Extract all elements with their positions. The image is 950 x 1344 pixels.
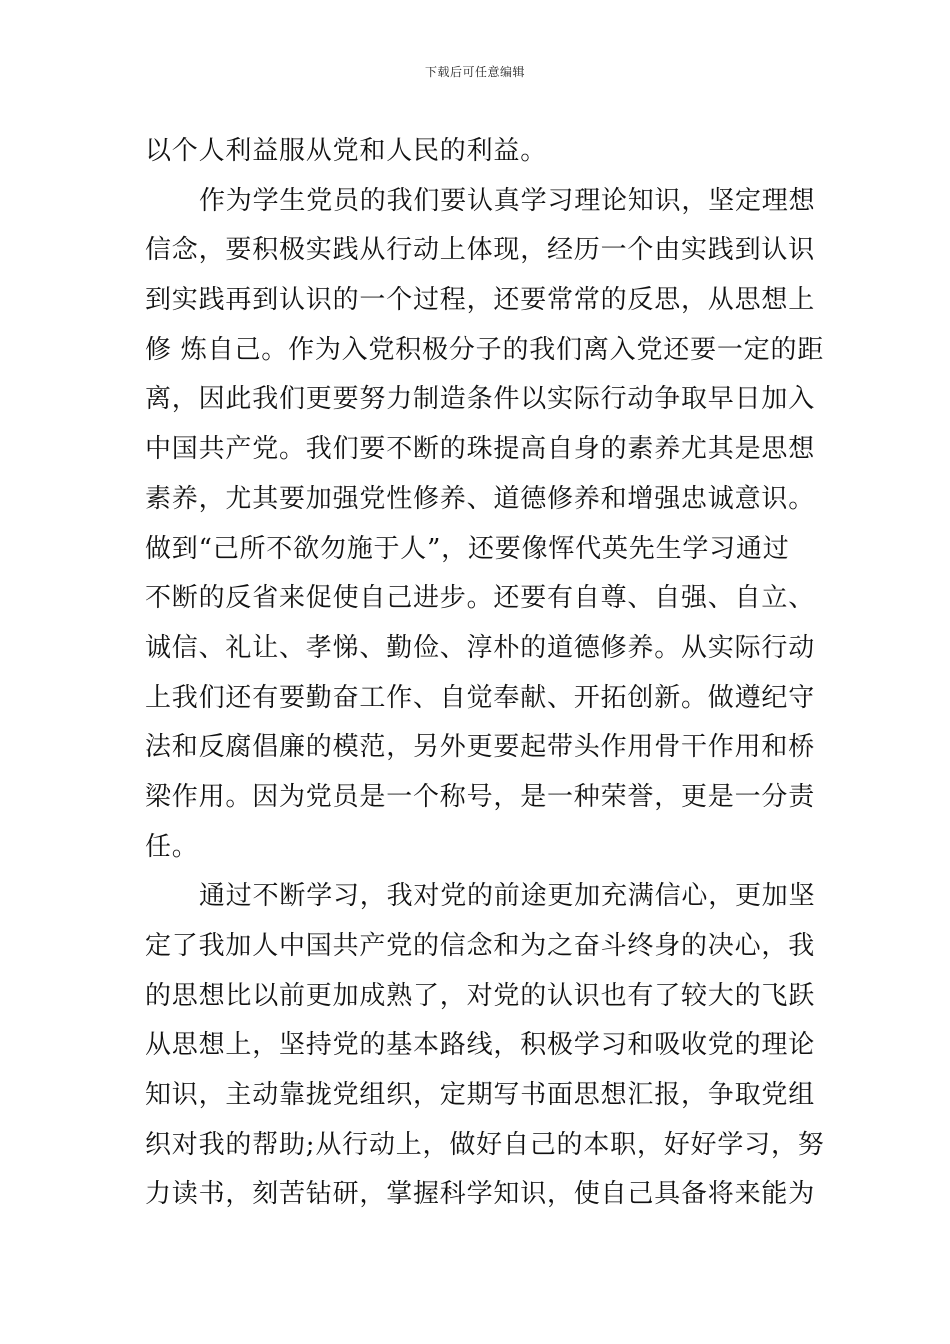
text-line: 诚信、礼让、孝悌、勤俭、淳朴的道德修养。从实际行动 bbox=[145, 632, 816, 663]
text-line: 织对我的帮助;从行动上，做好自己的本职，好好学习，努 bbox=[145, 1129, 825, 1160]
text-line: 离，因此我们更要努力制造条件以实际行动争取早日加入 bbox=[145, 384, 816, 415]
page-header: 下载后可任意编辑 bbox=[424, 65, 525, 79]
text-line: 素养，尤其要加强党性修养、道德修养和增强忠诚意识。 bbox=[145, 483, 816, 514]
text-line: 做到“己所不欲勿施于人”，还要像恽代英先生学习通过 bbox=[145, 533, 790, 564]
text-line: 中国共产党。我们要不断的珠提高自身的素养尤其是思想 bbox=[145, 434, 816, 465]
text-line: 定了我加人中国共产党的信念和为之奋斗终身的决心，我 bbox=[145, 931, 816, 961]
paragraph-start-line: 作为学生党员的我们要认真学习理论知识，坚定理想 bbox=[199, 185, 816, 216]
text-line: 从思想上，坚持党的基本路线，积极学习和吸收党的理论 bbox=[145, 1030, 816, 1061]
document-body bbox=[145, 127, 825, 1220]
text-line: 法和反腐倡廉的模范，另外更要起带头作用骨干作用和桥 bbox=[145, 732, 816, 763]
text-line: 的思想比以前更加成熟了，对党的认识也有了较大的飞跃 bbox=[145, 980, 816, 1011]
text-line: 力读书，刻苦钻研，掌握科学知识，使自己具备将来能为 bbox=[145, 1179, 816, 1210]
text-line: 任。 bbox=[145, 831, 199, 862]
text-line: 修 炼自己。作为入党积极分子的我们离入党还要一定的距 bbox=[145, 334, 825, 365]
text-line: 到实践再到认识的一个过程，还要常常的反思，从思想上 bbox=[145, 285, 816, 316]
text-line: 知识，主动靠拢党组织，定期写书面思想汇报，争取党组 bbox=[145, 1080, 816, 1111]
text-line: 信念，要积极实践从行动上体现，经历一个由实践到认识 bbox=[145, 235, 816, 266]
text-line: 不断的反省来促使自己进步。还要有自尊、自强、自立、 bbox=[145, 583, 816, 614]
paragraph-start-line: 通过不断学习，我对党的前途更加充满信心，更加坚 bbox=[199, 881, 816, 912]
text-line: 上我们还有要勤奋工作、自觉奉献、开拓创新。做遵纪守 bbox=[145, 682, 816, 713]
text-line: 梁作用。因为党员是一个称号，是一种荣誉，更是一分责 bbox=[145, 781, 816, 812]
text-line: 以个人利益服从党和人民的利益。 bbox=[145, 136, 548, 166]
